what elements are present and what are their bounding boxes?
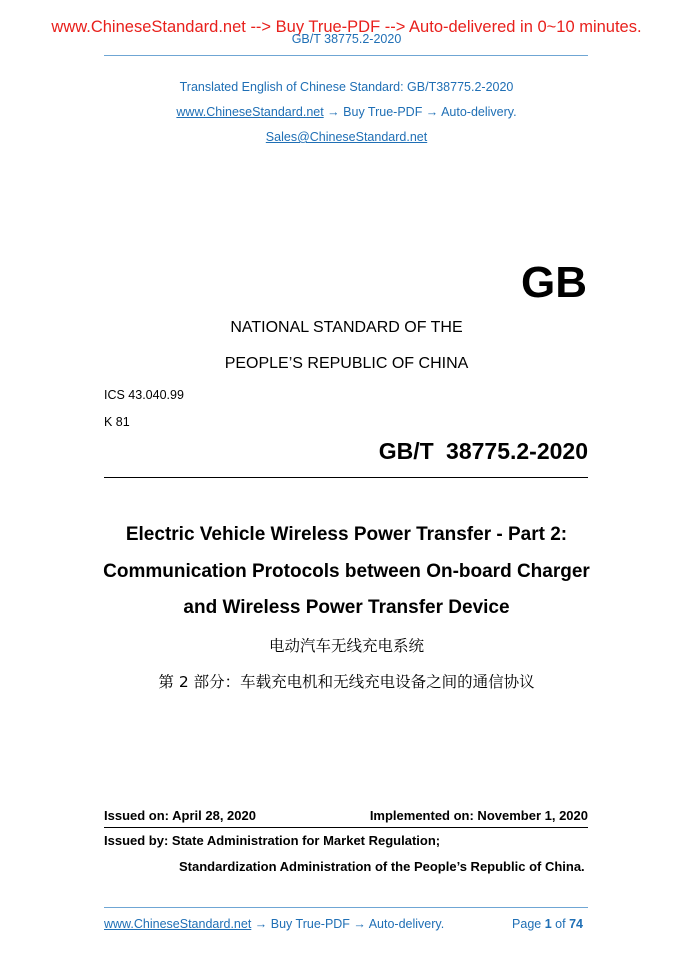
page-label: Page — [512, 917, 542, 931]
page-indicator — [512, 917, 583, 931]
implemented-on: Implemented on: November 1, 2020 — [369, 808, 588, 823]
title-divider — [104, 477, 588, 478]
email-link[interactable]: Sales@ChineseStandard.net — [265, 130, 428, 144]
translated-note: Translated English of Chinese Standard: GB/T38775.2-2020 — [179, 80, 514, 94]
footer-divider — [104, 907, 588, 908]
top-banner[interactable]: www.ChineseStandard.net --> Buy True-PDF --> Auto-delivered in 0~10 minutes. — [51, 18, 642, 36]
header-standard-code: GB/T 38775.2-2020 — [291, 32, 402, 46]
site-link[interactable]: www.ChineseStandard.net — [176, 105, 324, 119]
header-divider — [104, 55, 588, 56]
intro-site-line — [0, 105, 693, 119]
chinese-title-line2: 第 2 部分：车载充电机和无线充电设备之间的通信协议 — [158, 673, 535, 691]
footer-site-link[interactable]: www.ChineseStandard.net — [104, 917, 252, 931]
title-line2: Communication Protocols between On-board Charger — [103, 561, 590, 582]
chinese-title-line1: 电动汽车无线充电系统 — [268, 637, 424, 655]
footer-site-line — [104, 917, 444, 931]
title-line1: Electric Vehicle Wireless Power Transfer - Part 2: — [125, 524, 568, 545]
national-standard-line1: NATIONAL STANDARD OF THE — [230, 319, 463, 336]
issue-divider — [104, 827, 588, 828]
footer-site-suffix: → Buy True-PDF → Auto-delivery. — [251, 917, 445, 931]
site-suffix: → Buy True-PDF → Auto-delivery. — [323, 105, 517, 119]
ics-code: ICS 43.040.99 — [104, 388, 184, 402]
issued-by: Issued by: State Administration for Market Regulation; — [104, 833, 441, 848]
page-total: 74 — [569, 917, 583, 931]
title-line3: and Wireless Power Transfer Device — [183, 597, 510, 618]
standard-code: GB/T 38775.2-2020 — [378, 438, 588, 464]
national-standard-line2: PEOPLE’S REPUBLIC OF CHINA — [224, 355, 469, 372]
email-line — [0, 130, 693, 144]
issued-on: Issued on: April 28, 2020 — [104, 808, 256, 823]
of-label: of — [555, 917, 566, 931]
page-number: 1 — [544, 917, 552, 931]
k-code: K 81 — [104, 415, 130, 429]
gb-logo: GB — [521, 258, 587, 307]
issued-by-2: Standardization Administration of the People’s Republic of China. — [179, 859, 585, 874]
